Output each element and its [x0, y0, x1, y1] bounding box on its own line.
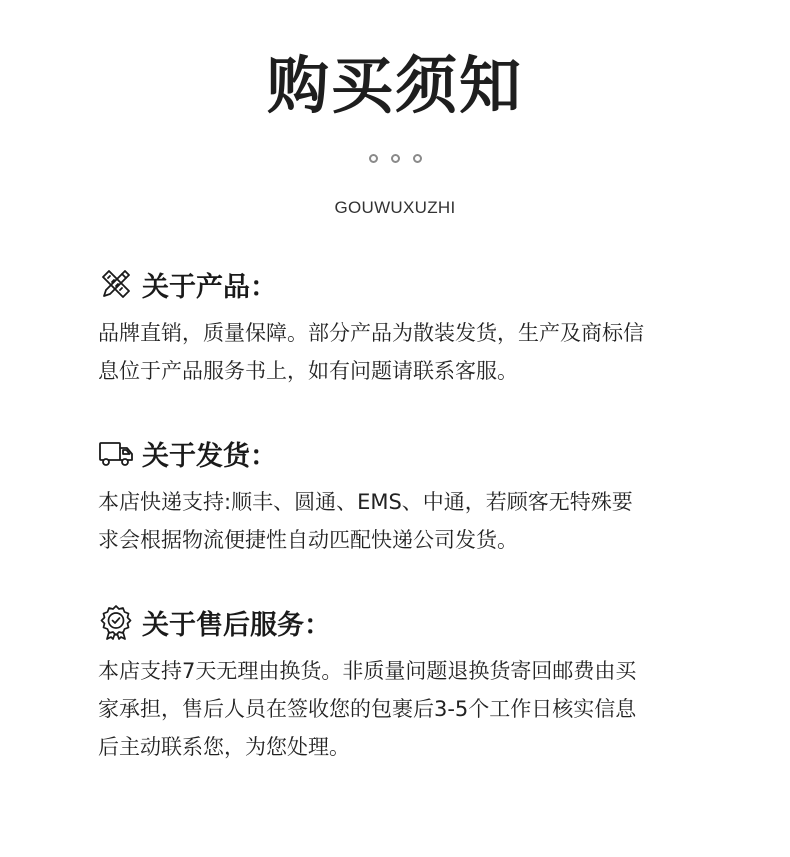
- page-subtitle: GOUWUXUZHI: [334, 198, 456, 217]
- body-line: 本店快递支持:顺丰、圆通、EMS、中通，若顾客无特殊要: [98, 490, 633, 514]
- section-header: [98, 602, 738, 642]
- body-line: 求会根据物流便捷性自动匹配快递公司发货。: [98, 528, 518, 552]
- section-after-sales: [98, 602, 738, 766]
- section-body: [98, 652, 738, 766]
- page-title: 购买须知: [266, 49, 523, 122]
- section-header: [98, 433, 738, 473]
- decorative-dots: [0, 154, 790, 163]
- section-header: [98, 264, 738, 304]
- dot-icon: [391, 154, 400, 163]
- quality-badge-icon: [98, 604, 134, 640]
- body-line: 家承担，售后人员在签收您的包裹后3-5个工作日核实信息: [98, 697, 637, 721]
- section-title: 关于发货：: [142, 440, 277, 472]
- body-line: 品牌直销，质量保障。部分产品为散装发货，生产及商标信: [98, 321, 644, 345]
- section-body: [98, 314, 738, 390]
- pencil-ruler-icon: [98, 266, 134, 302]
- section-body: [98, 483, 738, 559]
- delivery-truck-icon: [98, 435, 134, 471]
- section-title: 关于产品：: [142, 271, 277, 303]
- section-title: 关于售后服务：: [142, 609, 331, 641]
- body-line: 本店支持7天无理由换货。非质量问题退换货寄回邮费由买: [98, 659, 637, 683]
- dot-icon: [369, 154, 378, 163]
- body-line: 后主动联系您，为您处理。: [98, 735, 350, 759]
- dot-icon: [413, 154, 422, 163]
- section-shipping: [98, 433, 738, 559]
- section-product: [98, 264, 738, 390]
- body-line: 息位于产品服务书上，如有问题请联系客服。: [98, 359, 518, 383]
